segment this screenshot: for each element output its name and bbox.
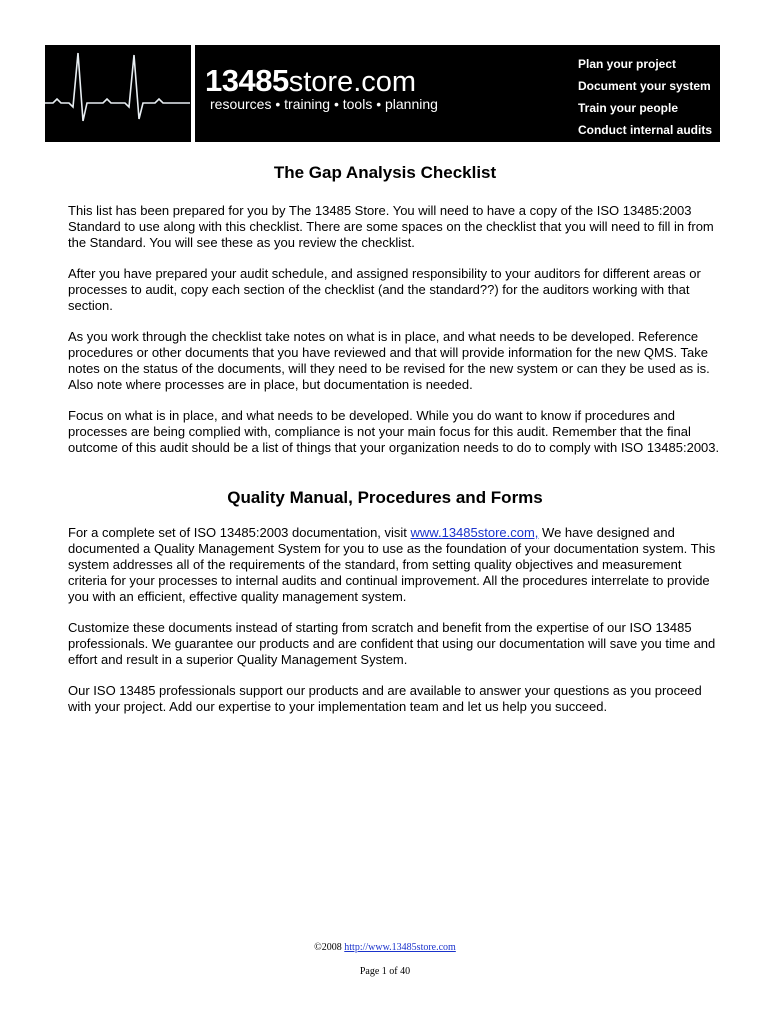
paragraph-focus: Focus on what is in place, and what needs to be developed. While you do want to know if procedures and processes are being complied with, compliance is not your main focus for this audit. Remember that the final outcome of this audit should be a list of things that your organization needs to do to comply with ISO 13485:2003.	[68, 408, 720, 455]
page-number: Page 1 of 40	[359, 966, 411, 977]
doc-text-before: For a complete set of ISO 13485:2003 documentation, visit	[68, 525, 411, 540]
header-banner	[45, 45, 720, 142]
paragraph-documentation	[68, 525, 723, 605]
menu-item-document: Document your system	[577, 79, 711, 93]
paragraph-schedule: After you have prepared your audit schedule, and assigned responsibility to your auditors for different areas or processes to audit, copy each section of the checklist (and the standard??) for the auditors working with that section.	[68, 266, 701, 313]
page-title: The Gap Analysis Checklist	[273, 163, 497, 182]
copyright-text: ©2008	[314, 942, 345, 953]
brand-tagline: resources • training • tools • planning	[210, 96, 438, 112]
banner-menu	[578, 53, 712, 141]
brand-logo	[205, 63, 416, 99]
paragraph-support: Our ISO 13485 professionals support our products and are available to answer your questions as you proceed with your project. Add our expertise to your implementation team and let us help you succeed.	[68, 683, 702, 714]
section-title: Quality Manual, Procedures and Forms	[227, 488, 543, 507]
footer-link[interactable]: http://www.13485store.com	[344, 942, 456, 953]
paragraph-notes: As you work through the checklist take notes on what is in place, and what needs to be developed. Reference procedures or other documents that you have reviewed and that will provide information for the new QMS. Take notes on the status of the documents, will they need to be revised for the new system or can they be used as is. Also note where processes are in place, but documentation is needed.	[68, 329, 710, 392]
banner-divider	[191, 45, 195, 142]
footer-copyright	[0, 942, 770, 953]
menu-item-audit: Conduct internal audits	[577, 123, 712, 137]
brand-domain: store.com	[288, 66, 417, 98]
paragraph-customize: Customize these documents instead of starting from scratch and benefit from the expertise of our ISO 13485 professionals. We guarantee our products and are confident that using our documentation will save you time and effort and result in a superior Quality Management System.	[68, 620, 716, 667]
doc-text-after: We have designed and documented a Quality Management System for you to use as the foundation of your documentation system. This system addresses all of the requirements of the standard, from setting quality objectives and measurement criteria for your processes to internal audits and continual improvement. All the procedures interrelate to provide you with an efficient, effective quality management system.	[68, 525, 716, 604]
menu-item-train: Train your people	[577, 101, 679, 115]
store-link[interactable]: www.13485store.com,	[410, 525, 539, 540]
brand-number: 13485	[205, 63, 289, 98]
paragraph-intro: This list has been prepared for you by The 13485 Store. You will need to have a copy of the ISO 13485:2003 Standard to use along with this checklist. There are some spaces on the checklist that you will need to fill in from the Standard. You will see these as you review the checklist.	[68, 203, 714, 250]
ecg-heartbeat-icon	[45, 45, 190, 142]
menu-item-plan: Plan your project	[577, 57, 677, 71]
